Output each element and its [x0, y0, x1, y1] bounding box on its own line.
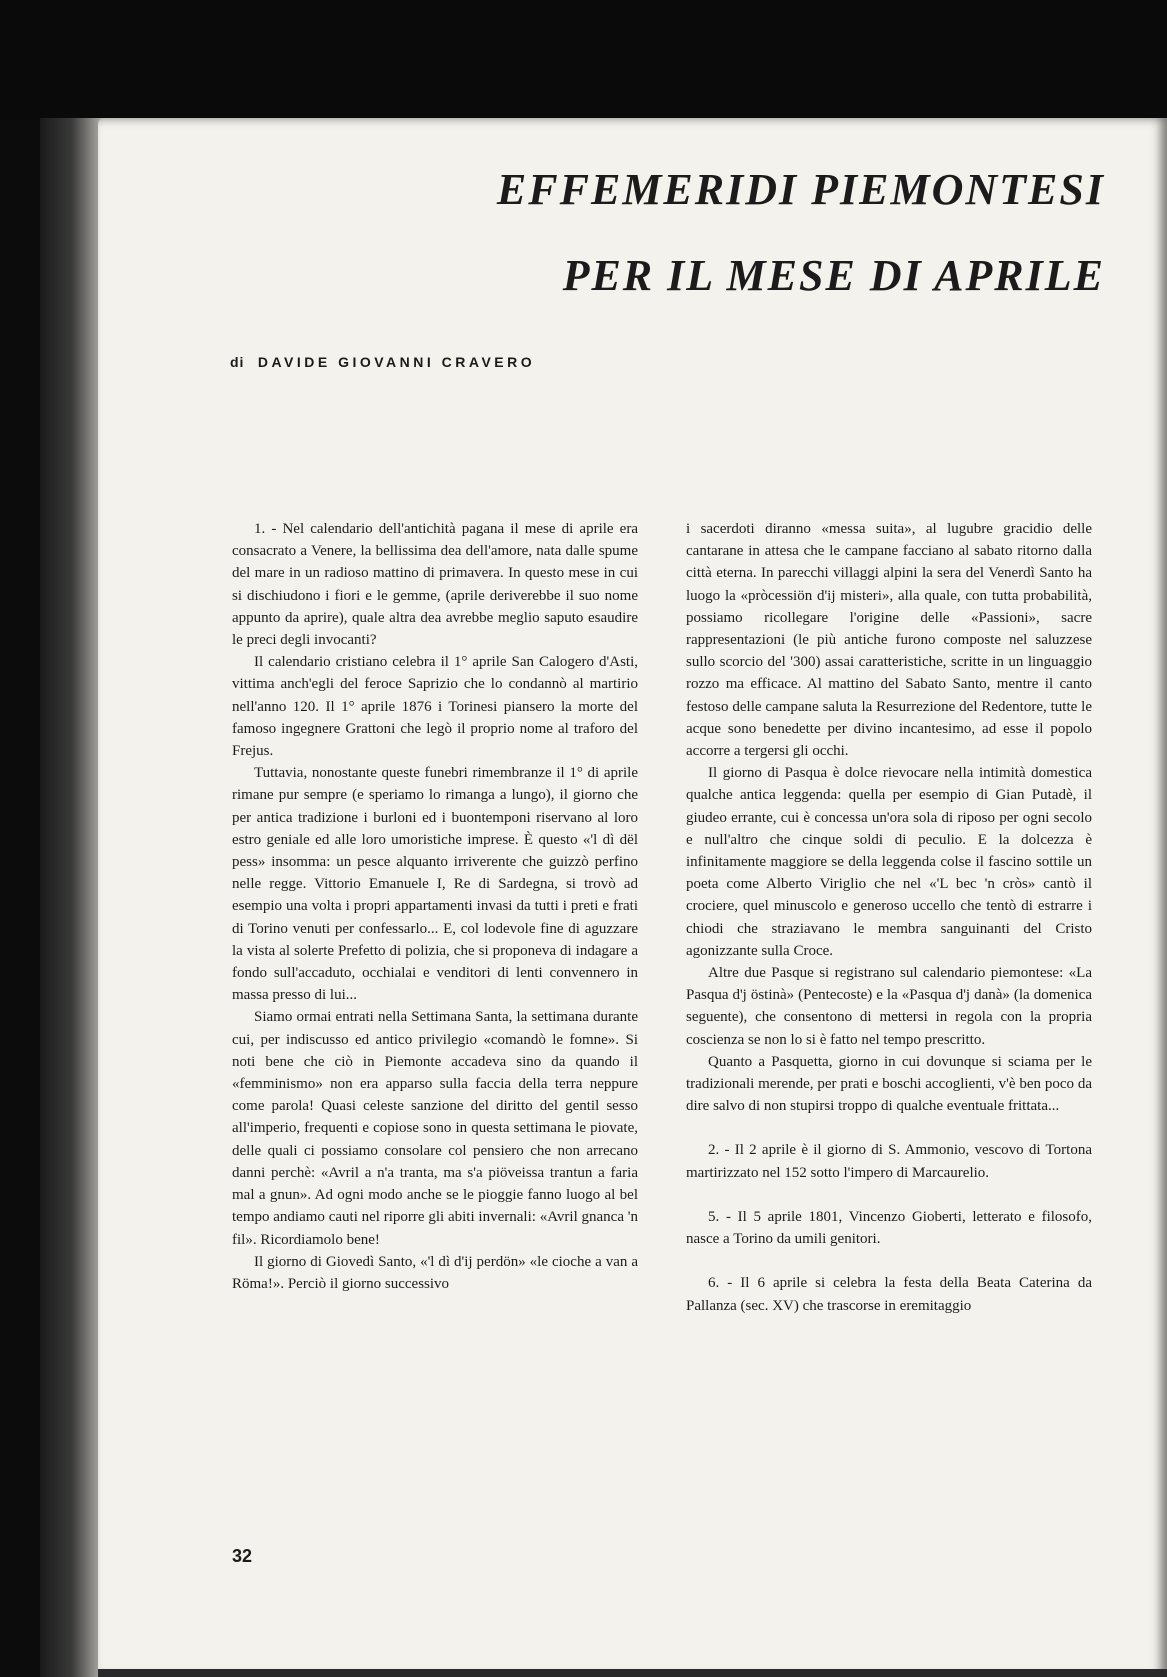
byline-prefix: di: [230, 354, 245, 370]
entry-april-2: 2. - Il 2 aprile è il giorno di S. Ammonio, vescovo di Tortona martirizzato nel 152 sotto l'impero di Marcaurelio.: [686, 1142, 1092, 1181]
paragraph: i sacerdoti diranno «messa suita», al lugubre gracidio delle cantarane in attesa che le campane facciano al sabato ritorno dalla città eterna. In parecchi villaggi alpini la sera del Venerdì Santo ha luogo la «pròcessiön d'ij misteri», alla quale, con tutta probabilità, possiamo ricollegare l'origine delle «Passioni», sacre rappresentazioni (le più antiche furono composte nel saluzzese sullo scorcio del '300) assai caratteristiche, scritte in un linguaggio rozzo ma efficace. Al mattino del Sabato Santo, mentre il canto festoso delle campane saluta la Resurrezione del Redentore, tutte le acque sono benedette per divino incantesimo, ad esse il popolo accorre a tergersi gli occhi.: [686, 521, 1092, 760]
left-column: [232, 518, 638, 1295]
paragraph: Il giorno di Giovedì Santo, «'l dì d'ij perdön» «le cioche a van a Röma!». Perciò il giorno successivo: [232, 1253, 638, 1292]
article-title-line-2: PER IL MESE DI APRILE: [562, 251, 1105, 300]
page-number: 32: [232, 1546, 253, 1566]
byline: [230, 354, 535, 370]
paragraph: Il calendario cristiano celebra il 1° aprile San Calogero d'Asti, vittima anch'egli del feroce Saprizio che lo condannò al martirio nell'anno 120. Il 1° aprile 1876 i Torinesi piansero la morte del famoso ingegnere Grattoni che legò il proprio nome al traforo del Frejus.: [232, 654, 638, 760]
entry-april-5: 5. - Il 5 aprile 1801, Vincenzo Gioberti, letterato e filosofo, nasce a Torino da umili genitori.: [686, 1208, 1092, 1248]
byline-author: DAVIDE GIOVANNI CRAVERO: [257, 354, 536, 370]
paragraph: Altre due Pasque si registrano sul calendario piemontese: «La Pasqua d'j östinà» (Pentecoste) e la «Pasqua d'j danà» (la domenica seguente), che consentono di mettersi in regola con la propria coscienza se non lo si è fatto nel tempo prescritto.: [686, 965, 1092, 1048]
top-dark-band: [0, 0, 1167, 120]
bottom-edge: [98, 1669, 1167, 1677]
right-column: [686, 518, 1092, 1317]
article-title-line-1: EFFEMERIDI PIEMONTESI: [496, 165, 1105, 214]
paragraph: 1. - Nel calendario dell'antichità pagana il mese di aprile era consacrato a Venere, la bellissima dea dell'amore, nata dalle spume del mare in un radioso mattino di primavera. In questo mese in cui si dischiudono i fiori e le gemme, (aprile deriverebbe il suo nome appunto da aprire), quale altra dea avrebbe meglio saputo esaudire le preci degli invocanti?: [232, 521, 638, 649]
paragraph: Tuttavia, nonostante queste funebri rimembranze il 1° di aprile rimane pur sempre (e speriamo lo rimanga a lungo), il giorno che per antica tradizione i burloni ed i buontemponi riservano al loro estro geniale ed alle loro umoristiche imprese. È questo «'l dì dël pess» insomma: un pesce alquanto irriverente che guizzò perfino nelle regge. Vittorio Emanuele I, Re di Sardegna, si trovò ad esempio una volta i propri appartamenti invasi da tutti i preti e frati di Torino venuti per confessarlo... E, col lodevole fine di aguzzare la vista al solerte Prefetto di polizia, che si proponeva di indagare a fondo sull'accaduto, occhialai e venditori di lenti convennero in massa presso di lui...: [232, 765, 638, 1004]
paragraph: Quanto a Pasquetta, giorno in cui dovunque si sciama per le tradizionali merende, per prati e boschi accoglienti, v'è ben poco da dire salvo di non stupirsi troppo di qualche eventuale frittata...: [686, 1053, 1092, 1115]
entry-april-6: 6. - Il 6 aprile si celebra la festa della Beata Caterina da Pallanza (sec. XV) che trascorse in eremitaggio: [686, 1275, 1092, 1314]
paragraph: Il giorno di Pasqua è dolce rievocare nella intimità domestica qualche antica leggenda: quella per esempio di Gian Putadè, il giudeo errante, cui è concessa un'ora sola di riposo per ogni secolo e null'altro che cinque soldi di peculio. E la dolcezza è infinitamente maggiore se della leggenda colse il fascino sottile un poeta come Alberto Viriglio che nel «'L bec 'n cròs» cantò il crociere, quel minuscolo e generoso uccello che tentò di estrarre i chiodi che straziavano le membra sanguinanti del Cristo agonizzante sulla Croce.: [686, 765, 1092, 959]
paragraph: Siamo ormai entrati nella Settimana Santa, la settimana durante cui, per indiscusso ed antico privilegio «comandò le fomne». Si noti bene che ciò in Piemonte accadeva sino da quando il «femminismo» non era apparso sulla faccia della terra neppure come parola! Quasi celeste sanzione del diritto del gentil sesso all'imperio, frequenti e copiose sono in questa settimana le piovate, delle quali ci possiamo consolare col pensiero che non arrecano danni perchè: «Avril a n'a tranta, ma s'a piöveissa trantun a faria mal a gnun». Ad ogni modo anche se le pioggie fanno luogo al bel tempo andiamo cauti nel riporre gli abiti invernali: «Avril gnanca 'n fil». Ricordiamolo bene!: [232, 1009, 638, 1248]
